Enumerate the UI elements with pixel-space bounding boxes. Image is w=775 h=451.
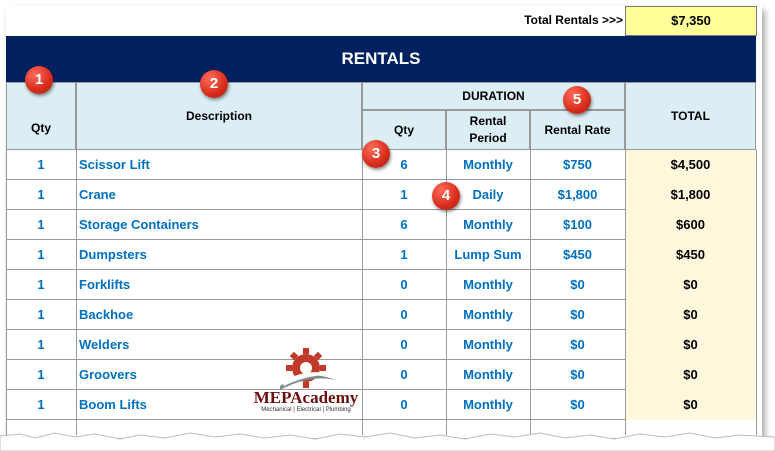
row-duration-qty[interactable]: 1	[400, 187, 408, 202]
row-duration-qty[interactable]: 0	[400, 397, 408, 412]
row-rental-rate[interactable]: $1,800	[557, 187, 598, 202]
row-description[interactable]: Groovers	[79, 367, 137, 382]
header-rental-period-line2: Period	[469, 131, 507, 145]
callout-badge-3: 3	[362, 140, 390, 168]
row-total[interactable]: $4,500	[625, 150, 756, 180]
header-rental-period	[446, 110, 530, 150]
row-duration-qty[interactable]: 0	[400, 307, 408, 322]
mep-academy-logo	[250, 346, 362, 418]
row-rental-rate[interactable]: $0	[570, 397, 585, 412]
header-total: TOTAL	[625, 82, 756, 150]
row-rental-period[interactable]: Monthly	[463, 397, 513, 412]
gear-logo-icon	[250, 346, 362, 390]
row-total[interactable]: $1,800	[625, 180, 756, 210]
row-duration-qty[interactable]: 6	[400, 157, 408, 172]
row-rental-period[interactable]: Monthly	[463, 367, 513, 382]
row-rental-period[interactable]: Monthly	[463, 157, 513, 172]
row-qty[interactable]: 1	[37, 367, 45, 382]
row-description[interactable]: Backhoe	[79, 307, 134, 322]
row-total[interactable]: $0	[625, 390, 756, 420]
row-total[interactable]: $0	[625, 360, 756, 390]
row-rental-period[interactable]: Monthly	[463, 277, 513, 292]
row-qty[interactable]: 1	[37, 247, 45, 262]
row-qty[interactable]: 1	[37, 157, 45, 172]
header-duration: DURATION	[362, 82, 625, 110]
row-rental-period[interactable]: Monthly	[463, 337, 513, 352]
row-total[interactable]: $0	[625, 300, 756, 330]
header-rental-period-line1: Rental	[469, 114, 507, 128]
row-duration-qty[interactable]: 0	[400, 337, 408, 352]
row-duration-qty[interactable]: 0	[400, 367, 408, 382]
header-duration-qty: Qty	[362, 110, 446, 150]
total-rentals-value[interactable]: $7,350	[625, 6, 757, 36]
row-rental-period[interactable]: Monthly	[463, 217, 513, 232]
callout-badge-4: 4	[432, 182, 460, 210]
header-rental-rate: Rental Rate	[530, 110, 625, 150]
row-total[interactable]: $0	[625, 270, 756, 300]
row-description[interactable]: Welders	[79, 337, 130, 352]
row-qty[interactable]: 1	[37, 337, 45, 352]
row-rental-rate[interactable]: $0	[570, 337, 585, 352]
row-rental-rate[interactable]: $0	[570, 307, 585, 322]
row-qty[interactable]: 1	[37, 277, 45, 292]
row-total[interactable]: $450	[625, 240, 756, 270]
row-total[interactable]: $0	[625, 330, 756, 360]
row-qty[interactable]: 1	[37, 187, 45, 202]
row-rental-period[interactable]: Monthly	[463, 307, 513, 322]
row-description[interactable]: Forklifts	[79, 277, 131, 292]
row-duration-qty[interactable]: 0	[400, 277, 408, 292]
row-rental-rate[interactable]: $0	[570, 277, 585, 292]
row-qty[interactable]: 1	[37, 397, 45, 412]
row-description[interactable]: Boom Lifts	[79, 397, 147, 412]
row-rental-rate[interactable]: $750	[563, 157, 592, 172]
row-rental-period[interactable]: Lump Sum	[454, 247, 522, 262]
row-description[interactable]: Dumpsters	[79, 247, 147, 262]
callout-badge-1: 1	[25, 66, 53, 94]
row-qty[interactable]: 1	[37, 307, 45, 322]
row-duration-qty[interactable]: 6	[400, 217, 408, 232]
row-rental-rate[interactable]: $450	[563, 247, 592, 262]
row-total[interactable]: $600	[625, 210, 756, 240]
torn-edge	[0, 430, 775, 451]
header-qty: Qty	[6, 82, 76, 150]
rentals-title: RENTALS	[6, 36, 756, 82]
row-description[interactable]: Scissor Lift	[79, 157, 150, 172]
row-description[interactable]: Crane	[79, 187, 116, 202]
callout-badge-5: 5	[563, 86, 591, 114]
row-description[interactable]: Storage Containers	[79, 217, 199, 232]
logo-tagline: Mechanical | Electrical | Plumbing	[261, 407, 351, 413]
total-rentals-label: Total Rentals >>>	[524, 13, 623, 27]
callout-badge-2: 2	[200, 70, 228, 98]
row-duration-qty[interactable]: 1	[400, 247, 408, 262]
header-description: Description	[76, 82, 362, 150]
row-qty[interactable]: 1	[37, 217, 45, 232]
logo-text: MEPAcademy	[253, 388, 359, 407]
row-rental-rate[interactable]: $0	[570, 367, 585, 382]
row-rental-period[interactable]: Daily	[472, 187, 504, 202]
row-rental-rate[interactable]: $100	[563, 217, 592, 232]
